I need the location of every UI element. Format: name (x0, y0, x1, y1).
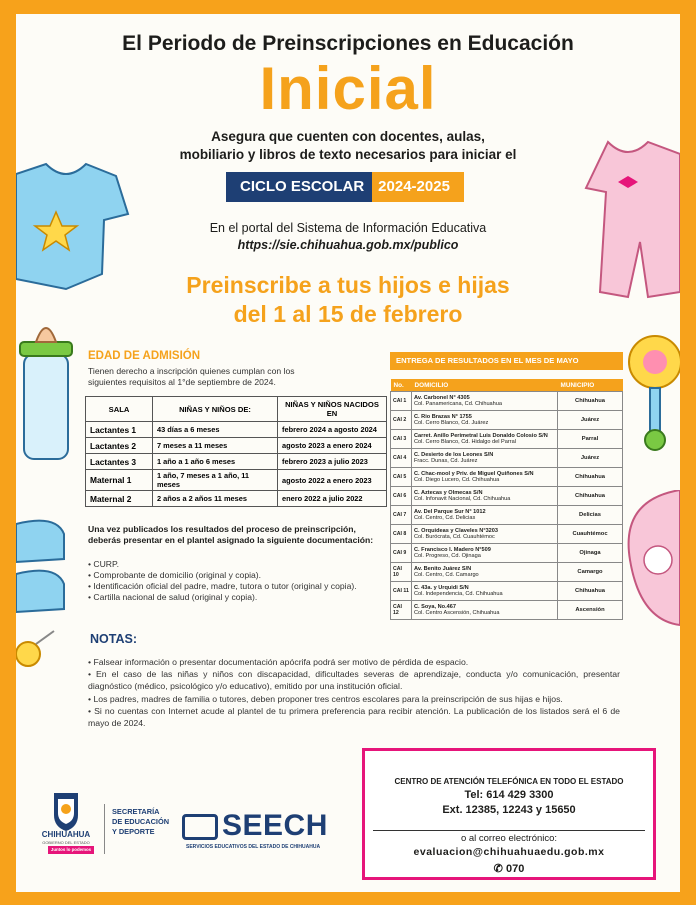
address-line-2: Col. Progreso, Cd. Ojinaga (414, 553, 481, 559)
short-phone[interactable] (365, 862, 653, 875)
table-row (391, 468, 623, 487)
cai-number: CAI 2 (391, 411, 412, 430)
sala-cell: Lactantes 2 (86, 438, 153, 454)
sala-cell: Maternal 1 (86, 470, 153, 491)
age-cell: 2 años a 2 años 11 meses (153, 491, 278, 507)
results-table-header (391, 379, 623, 392)
age-cell: 43 días a 6 meses (153, 422, 278, 438)
contact-box (362, 748, 656, 880)
address-line-2: Col. Centro, Cd. Camargo (414, 572, 479, 578)
address-line-1: Carret. Anillo Perimetral Luis Donaldo Colosio S/N (414, 433, 548, 439)
portal-text: En el portal del Sistema de Información Educativa (209, 221, 487, 235)
born-cell: febrero 2023 a julio 2023 (278, 454, 387, 470)
municipality-cell: Ascensión (558, 601, 623, 620)
municipality-cell: Chihuahua (558, 468, 623, 487)
address-line-2: Col. Infonavit Nacional, Cd. Chihuahua (414, 496, 511, 502)
list-item: • Falsear información o presentar documentación apócrifa podrá ser motivo de pérdida de espacio. (88, 657, 469, 667)
municipality-cell: Juárez (558, 411, 623, 430)
table-row (391, 601, 623, 620)
table-row (86, 422, 387, 438)
age-cell: 1 año a 1 año 6 meses (153, 454, 278, 470)
seech-logo-subtext: SERVICIOS EDUCATIVOS DEL ESTADO DE CHIHUAHUA (186, 844, 321, 850)
municipality-cell: Chihuahua (558, 392, 623, 411)
chihuahua-logo-text: CHIHUAHUA (41, 830, 91, 839)
address-cell (412, 582, 558, 601)
cai-number: CAI 12 (391, 601, 412, 620)
address-line-2: Col. Burócrata, Cd. Cuauhtémoc (414, 534, 495, 540)
phone-extensions: Ext. 12385, 12243 y 15650 (442, 804, 576, 816)
phone-icon: ✆ (493, 863, 506, 875)
table-row (391, 506, 623, 525)
address-cell (412, 392, 558, 411)
cai-number: CAI 4 (391, 449, 412, 468)
list-item: • Comprobante de domicilio (original y copia). (88, 570, 262, 580)
flyer-sheet (16, 14, 680, 892)
address-line-1: C. 43a. y Urquidi S/N (414, 585, 469, 591)
baby-shoes-illustration (16, 514, 76, 624)
municipality-cell: Ojinaga (558, 544, 623, 563)
address-line-2: Col. Cerro Blanco, Cd. Juárez (414, 420, 489, 426)
table-row (391, 392, 623, 411)
age-cell: 1 año, 7 meses a 1 año, 11 meses (153, 470, 278, 491)
cai-number: CAI 11 (391, 582, 412, 601)
table-row (391, 582, 623, 601)
secretaria-line-3: Y DEPORTE (112, 827, 155, 836)
column-header: NIÑAS Y NIÑOS DE: (153, 397, 278, 422)
table-row (86, 454, 387, 470)
municipality-cell: Chihuahua (558, 582, 623, 601)
address-line-2: Col. Independencia, Cd. Chihuahua (414, 591, 503, 597)
portal-url-link[interactable]: https://sie.chihuahua.gob.mx/publico (237, 238, 459, 252)
main-headline: Inicial (259, 55, 437, 122)
admission-heading: EDAD DE ADMISIÓN (88, 350, 201, 362)
municipality-cell: Camargo (558, 563, 623, 582)
column-header: MUNICIPIO (558, 379, 623, 392)
list-item: • Identificación oficial del padre, madre, tutora o tutor (original y copia). (88, 581, 357, 591)
documents-list (88, 559, 388, 603)
list-item: • Si no cuentas con Internet acude al plantel de tu primera preferencia para recibir atención. La publicación de los listados será el 6 de mayo de 2024. (88, 705, 620, 729)
subtitle (136, 128, 560, 164)
baby-bottle-illustration (16, 314, 86, 464)
notas-list (88, 656, 620, 729)
cai-number: CAI 1 (391, 392, 412, 411)
admission-table (85, 396, 387, 507)
secretaria-line-1: SECRETARÍA (112, 807, 160, 816)
born-cell: agosto 2023 a enero 2024 (278, 438, 387, 454)
address-cell (412, 430, 558, 449)
list-item: • CURP. (88, 559, 120, 569)
table-row (86, 438, 387, 454)
admission-table-header (86, 397, 387, 422)
table-row (391, 411, 623, 430)
municipality-cell: Delicias (558, 506, 623, 525)
cai-number: CAI 7 (391, 506, 412, 525)
safety-pin-illustration (16, 629, 56, 679)
address-line-1: Av. Carbonel N° 4305 (414, 395, 470, 401)
address-cell (412, 487, 558, 506)
table-row (391, 544, 623, 563)
table-row (391, 449, 623, 468)
address-cell (412, 411, 558, 430)
seech-logo-text: SEECH (222, 809, 328, 842)
table-row (86, 491, 387, 507)
chihuahua-logo-subtext: GOBIERNO DEL ESTADO (42, 840, 90, 845)
table-row (391, 487, 623, 506)
logo-divider (104, 804, 105, 854)
admission-intro: Tienen derecho a inscripción quienes cumplan con los siguientes requisitos al 1°de septiembre de 2024. (88, 366, 295, 387)
sala-cell: Maternal 2 (86, 491, 153, 507)
column-header: NIÑAS Y NIÑOS NACIDOS EN (278, 397, 387, 422)
results-heading: ENTREGA DE RESULTADOS EN EL MES DE MAYO (390, 352, 623, 370)
baby-bib-illustration (620, 490, 680, 630)
sala-cell: Lactantes 1 (86, 422, 153, 438)
column-header: DOMICILIO (412, 379, 558, 392)
cai-number: CAI 8 (391, 525, 412, 544)
municipality-cell: Parral (558, 430, 623, 449)
municipality-cell: Chihuahua (558, 487, 623, 506)
cai-number: CAI 6 (391, 487, 412, 506)
email-label: o al correo electrónico: (460, 833, 558, 844)
born-cell: agosto 2022 a enero 2023 (278, 470, 387, 491)
address-cell (412, 468, 558, 487)
rattle-illustration (620, 332, 680, 452)
seech-logo (182, 809, 328, 843)
secretaria-logo (112, 807, 169, 837)
subtitle-line-1: Asegura que cuenten con docentes, aulas, (211, 129, 485, 144)
address-line-2: Col. Diego Lucero, Cd. Chihuahua (414, 477, 500, 483)
address-line-1: C. Aztecas y Olmecas S/N (414, 490, 483, 496)
address-line-2: Col. Centro Ascensión, Chihuahua (414, 610, 500, 616)
short-phone-number: 070 (505, 863, 525, 875)
age-cell: 7 meses a 11 meses (153, 438, 278, 454)
table-row (86, 470, 387, 491)
table-row (391, 563, 623, 582)
results-table-body (391, 392, 623, 620)
phone-number[interactable]: Tel: 614 429 3300 (464, 789, 554, 801)
address-line-1: Av. Benito Juárez S/N (414, 566, 472, 572)
chihuahua-tagline: Juntos lo podemos (48, 846, 94, 854)
address-cell (412, 449, 558, 468)
ciclo-label: CICLO ESCOLAR (226, 172, 372, 202)
sala-cell: Lactantes 3 (86, 454, 153, 470)
address-line-2: Col. Panamericana, Cd. Chihuahua (414, 401, 502, 407)
divider (373, 830, 645, 831)
book-icon (182, 814, 218, 840)
address-cell (412, 506, 558, 525)
email-link[interactable]: evaluacion@chihuahuaedu.gob.mx (413, 846, 605, 858)
list-item: • Cartilla nacional de salud (original y copia). (88, 592, 258, 602)
table-row (391, 430, 623, 449)
preinscribe-line-1: Preinscribe a tus hijos e hijas (186, 272, 510, 298)
results-table (390, 379, 623, 620)
documents-intro: Una vez publicados los resultados del proceso de preinscripción, deberás presentar en el plantel asignado la siguiente documentación: (88, 524, 374, 545)
born-cell: enero 2022 a julio 2022 (278, 491, 387, 507)
cai-number: CAI 9 (391, 544, 412, 563)
born-cell: febrero 2024 a agosto 2024 (278, 422, 387, 438)
address-line-1: Av. Del Parque Sur N° 1012 (414, 509, 486, 515)
column-header: No. (391, 379, 412, 392)
address-line-1: C. Desierto de los Leones S/N (414, 452, 494, 458)
address-line-2: Col. Centro, Cd. Delicias (414, 515, 476, 521)
call-center-label: CENTRO DE ATENCIÓN TELEFÓNICA EN TODO EL ESTADO (394, 777, 624, 786)
cai-number: CAI 3 (391, 430, 412, 449)
address-line-2: Col. Cerro Blanco, Cd. Hidalgo del Parral (414, 439, 516, 445)
address-line-2: Fracc. Dunas, Cd. Juárez (414, 458, 478, 464)
notas-heading: NOTAS: (90, 632, 137, 646)
list-item: • Los padres, madres de familia o tutores, deben proponer tres centros escolares para la preinscripción de sus hijas e hijos. (88, 693, 563, 704)
secretaria-line-2: DE EDUCACIÓN (112, 817, 170, 826)
address-cell (412, 525, 558, 544)
ciclo-years: 2024-2025 (372, 172, 464, 202)
municipality-cell: Cuauhtémoc (558, 525, 623, 544)
address-line-1: C. Chac-mool y Priv. de Miguel Quiñones S/N (414, 471, 534, 477)
address-cell (412, 601, 558, 620)
ciclo-escolar-banner (226, 172, 464, 202)
column-header: SALA (86, 397, 153, 422)
address-line-1: C. Soya, No.467 (414, 604, 456, 610)
address-cell (412, 563, 558, 582)
address-line-1: C. Rio Brazas N° 1755 (414, 414, 472, 420)
cai-number: CAI 5 (391, 468, 412, 487)
table-row (391, 525, 623, 544)
municipality-cell: Juárez (558, 449, 623, 468)
address-line-1: C. Francisco I. Madero N°509 (414, 547, 491, 553)
address-cell (412, 544, 558, 563)
list-item: • En el caso de las niñas y niños con discapacidad, dificultades severas de aprendizaje, conducta y/o comunicación, presentar diagnóstico (médico, psicológico y/o educativo), emitido por una institución oficial. (88, 669, 620, 692)
page-title: El Periodo de Preinscripciones en Educación (122, 32, 574, 55)
cai-number: CAI 10 (391, 563, 412, 582)
subtitle-line-2: mobiliario y libros de texto necesarios para iniciar el (179, 147, 517, 162)
preinscribe-line-2: del 1 al 15 de febrero (233, 301, 463, 327)
address-line-1: C. Orquideas y Claveles N°3203 (414, 528, 499, 534)
